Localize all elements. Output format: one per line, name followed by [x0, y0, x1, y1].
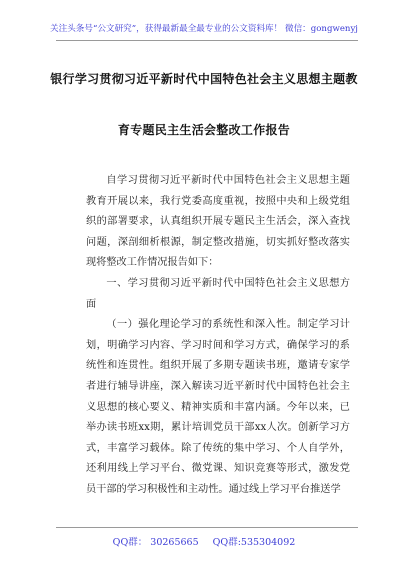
document-body — [86, 149, 350, 501]
section-heading-1: 一、学习贯彻习近平新时代中国特色社会主义思想方面 — [86, 277, 350, 310]
header-note: 关注头条号“公文研究”，获得最新最全最专业的公文资料库！ 微信：gongwenyj — [50, 24, 358, 34]
footer-qq-group-2: QQ群:535304092 — [212, 537, 296, 548]
footer-qq-group-1: QQ群： 30265665 — [112, 537, 199, 548]
body-paragraph-intro: 自学习贯彻习近平新时代中国特色社会主义思想主题教育开展以来，我行党委高度重视，按照中央和上级党组织的部署要求，认真组织开展专题民主生活会，深入查找问题，深剖细析根源，制定整改措施，切实抓好整改落实现将整改工作情况报告如下： — [86, 175, 350, 269]
footer-divider — [56, 527, 358, 528]
header-divider — [56, 40, 358, 41]
footer — [0, 534, 408, 548]
document-title-line-1: 银行学习贯彻习近平新时代中国特色社会主义思想主题教 — [50, 72, 358, 86]
body-paragraph-1: （一）强化理论学习的系统性和深入性。制定学习计划，明确学习内容、学习时间和学习方式，确保学习的系统性和连贯性。组织开展了多期专题读书班，邀请专家学者进行辅导讲座，深入解读习近平新时代中国特色社会主义思想的核心要义、精神实质和丰富内涵。今年以来，已举办读书班xx期，累计培训党员干部xx人次。创新学习方式，丰富学习载体。除了传统的集中学习、个人自学外，还利用线上学习平台、微党课、知识竞赛等形式，激发党员干部的学习积极性和主动性。通过线上学习平台推送学 — [86, 319, 350, 495]
document-title-line-2: 育专题民主生活会整改工作报告 — [117, 123, 291, 137]
